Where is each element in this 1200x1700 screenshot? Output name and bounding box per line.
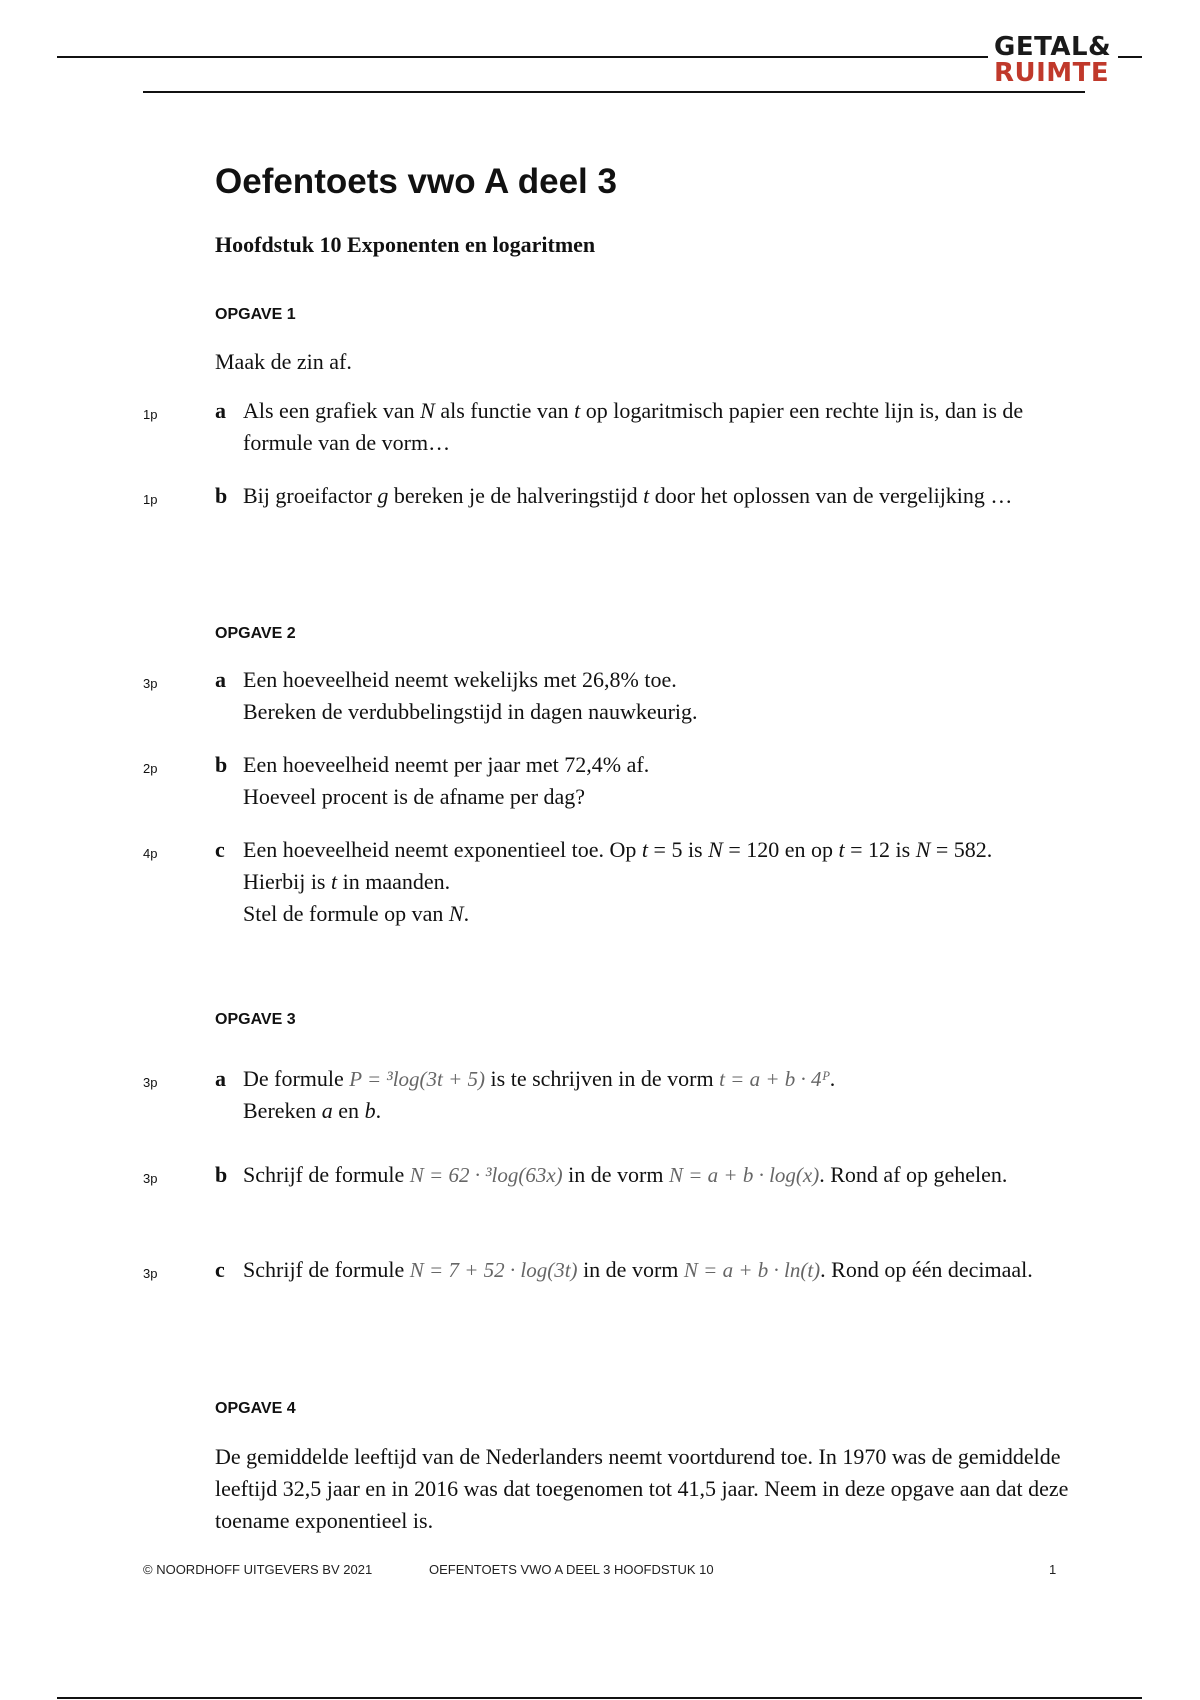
points-3b: 3p: [143, 1171, 158, 1186]
logo-line-2: RUIMTE: [994, 58, 1110, 88]
points-1a: 1p: [143, 407, 158, 422]
question-letter: a: [215, 667, 226, 692]
question-1b: [215, 480, 1085, 512]
opgave-2-heading: OPGAVE 2: [215, 625, 296, 642]
points-1b: 1p: [143, 492, 158, 507]
opgave-4-heading: OPGAVE 4: [215, 1400, 296, 1417]
formula: P = ³log(3t + 5): [349, 1067, 486, 1091]
points-2a: 3p: [143, 676, 158, 691]
question-letter: b: [215, 483, 228, 508]
logo-line-1: GETAL&: [994, 32, 1112, 62]
chapter-subtitle: Hoofdstuk 10 Exponenten en logaritmen: [215, 232, 596, 257]
question-text: Een hoeveelheid neemt wekelijks met 26,8% toe. Bereken de verdubbelingstijd in dagen nauwkeurig.: [243, 667, 698, 724]
getal-ruimte-logo: [988, 34, 1118, 86]
footer-copyright: © NOORDHOFF UITGEVERS BV 2021: [143, 1562, 373, 1577]
question-letter: c: [215, 837, 225, 862]
question-text: Een hoeveelheid neemt per jaar met 72,4% af. Hoeveel procent is de afname per dag?: [243, 752, 650, 809]
question-letter: a: [215, 398, 226, 423]
formula: t = a + b · 4ᴾ: [719, 1067, 830, 1091]
points-3a: 3p: [143, 1075, 158, 1090]
opgave-3-heading: OPGAVE 3: [215, 1011, 296, 1028]
question-3c: [215, 1254, 1085, 1286]
opgave-1-intro: Maak de zin af.: [215, 349, 352, 374]
points-3c: 3p: [143, 1266, 158, 1281]
points-2c: 4p: [143, 846, 158, 861]
question-3a: [215, 1063, 1085, 1127]
question-2a: [215, 664, 1085, 728]
question-text: Schrijf de formule N = 7 + 52 · log(3t) in de vorm N = a + b · ln(t). Rond op één decimaal.: [243, 1257, 1033, 1282]
question-text: Als een grafiek van N als functie van t op logaritmisch papier een rechte lijn is, dan is de formule van de vorm…: [243, 398, 1024, 455]
question-3b: [215, 1159, 1085, 1191]
opgave-4-text: De gemiddelde leeftijd van de Nederlanders neemt voortdurend toe. In 1970 was de gemiddelde leeftijd 32,5 jaar en in 2016 was dat toegenomen tot 41,5 jaar. Neem in deze opgave aan dat deze toename exponentieel is.: [215, 1444, 1069, 1533]
header-rule-top: [57, 56, 1142, 58]
question-letter: b: [215, 752, 228, 777]
question-1a: [215, 395, 1085, 459]
header-rule-bottom: [143, 91, 1085, 93]
question-text: Schrijf de formule N = 62 · ³log(63x) in de vorm N = a + b · log(x). Rond af op gehelen.: [243, 1162, 1008, 1187]
question-letter: b: [215, 1162, 228, 1187]
footer-rule: [57, 1697, 1142, 1699]
question-2c: [215, 834, 1085, 930]
formula: N = 7 + 52 · log(3t): [409, 1258, 578, 1282]
opgave-1-heading: OPGAVE 1: [215, 306, 296, 323]
question-2b: [215, 749, 1085, 813]
question-text: Een hoeveelheid neemt exponentieel toe. Op t = 5 is N = 120 en op t = 12 is N = 582. Hierbij is t in maanden. Stel de formule op van N.: [243, 837, 993, 926]
question-text: De formule P = ³log(3t + 5) is te schrijven in de vorm t = a + b · 4ᴾ. Bereken a en b.: [243, 1066, 836, 1123]
formula: N = 62 · ³log(63x): [409, 1163, 563, 1187]
footer-page-number: 1: [1049, 1562, 1057, 1577]
points-2b: 2p: [143, 761, 158, 776]
question-letter: c: [215, 1257, 225, 1282]
question-letter: a: [215, 1066, 226, 1091]
question-text: Bij groeifactor g bereken je de halveringstijd t door het oplossen van de vergelijking …: [243, 483, 1013, 508]
formula: N = a + b · log(x): [669, 1163, 820, 1187]
footer-document-title: OEFENTOETS VWO A DEEL 3 HOOFDSTUK 10: [429, 1562, 714, 1577]
page-title: Oefentoets vwo A deel 3: [215, 162, 617, 201]
formula: N = a + b · ln(t): [683, 1258, 821, 1282]
